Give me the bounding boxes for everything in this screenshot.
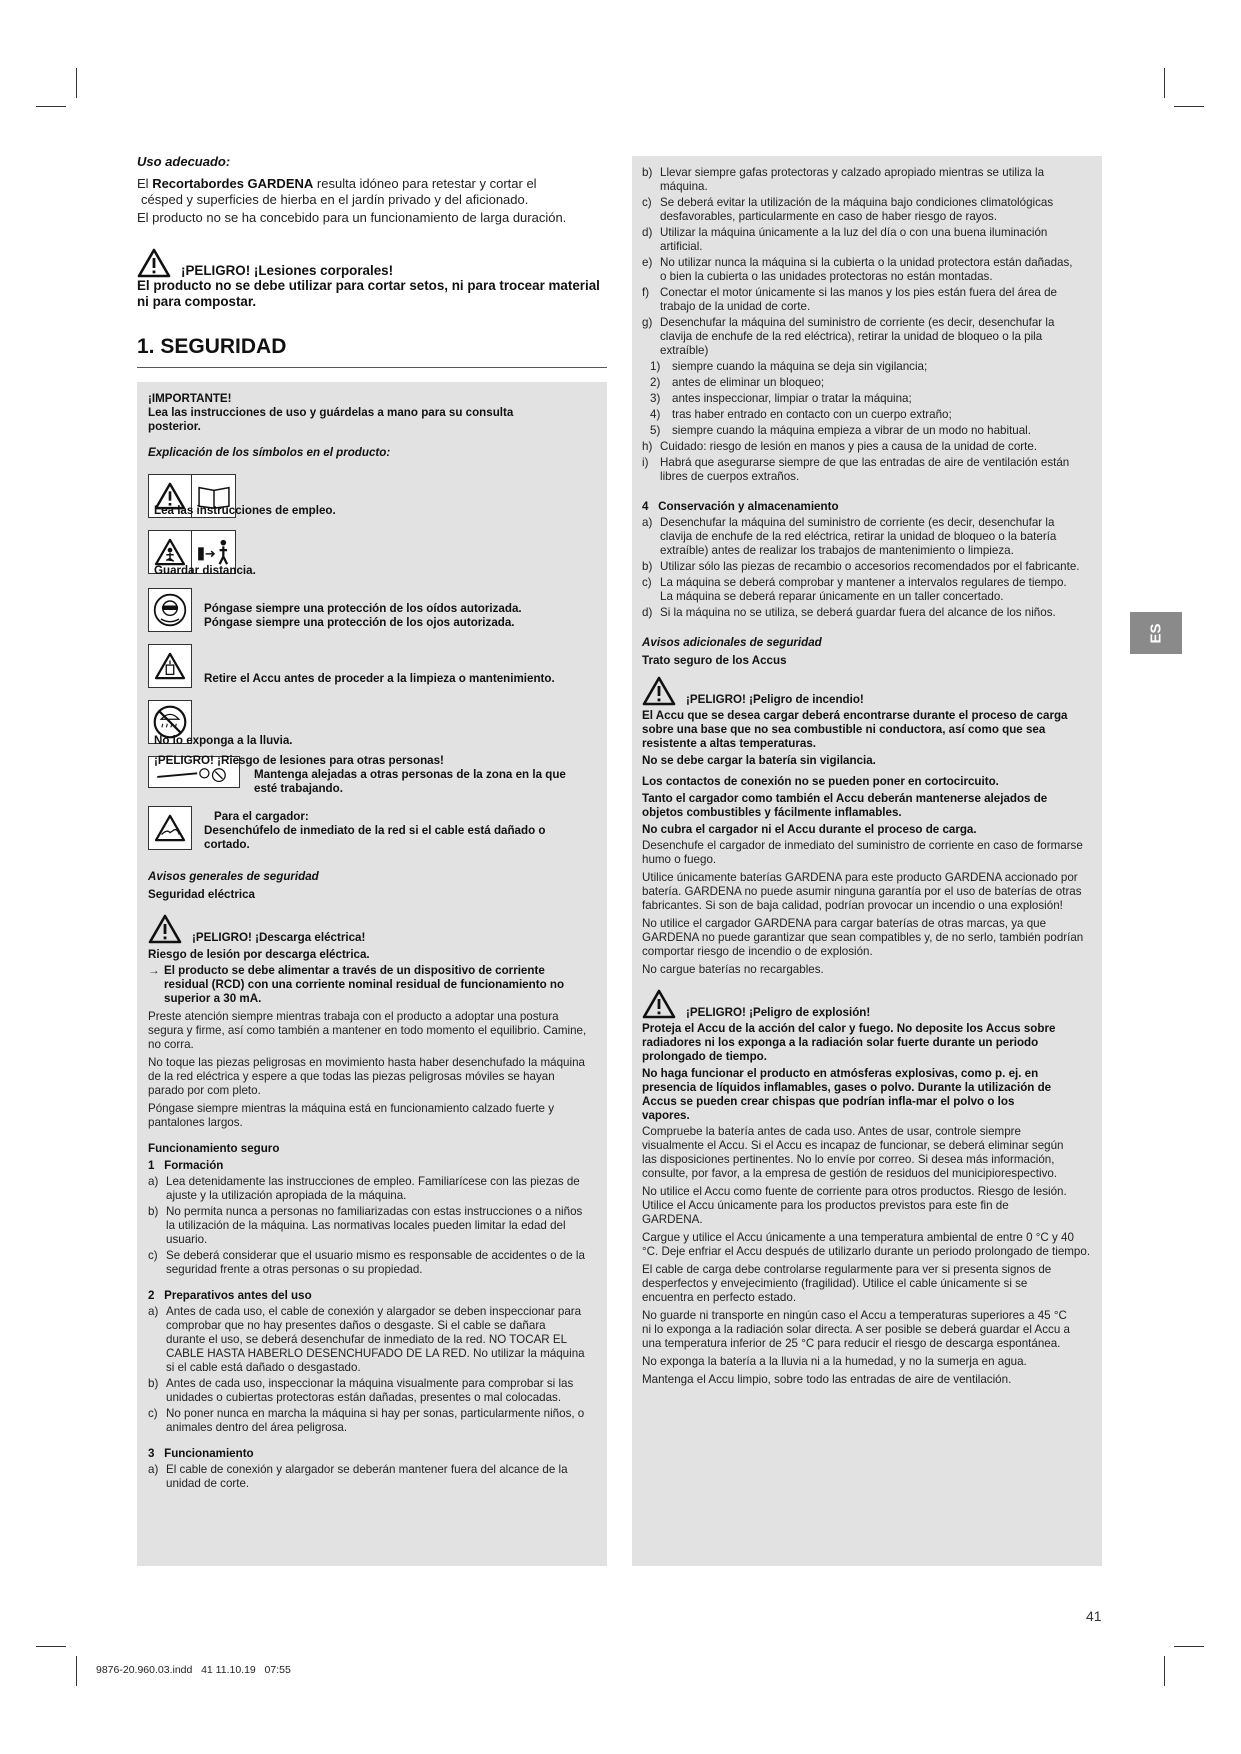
crop-mark	[76, 68, 77, 98]
section-title: 1. SEGURIDAD	[137, 335, 287, 358]
list-item-key: a)	[148, 1305, 159, 1318]
important-title: ¡IMPORTANTE!	[148, 392, 232, 405]
list-item-text: Desenchufar la máquina del suministro de corriente (es decir, desenchufar la clavija de enchufe de la red eléctrica, retirar la unidad de bloqueo o la batería extraíble) antes de realizar los trabajos de mantenimiento o limpieza.	[660, 516, 1057, 557]
explosion-paragraph-4: El cable de carga debe controlarse regularmente para ver si presenta signos de desperfectos y envejecimiento (fragilidad). Utilice el cable únicamente si se encuentra en perfecto estado.	[642, 1263, 1052, 1304]
list-item	[642, 560, 1092, 574]
symbol-eye-protection-label: Póngase siempre una protección de los ojos autorizada.	[204, 616, 515, 629]
operation-heading: 3 Funcionamiento	[148, 1447, 254, 1460]
list-item-text: Conectar el motor únicamente si las manos y los pies están fuera del área de trabajo de la unidad de corte.	[660, 286, 1057, 313]
other-persons-text: Mantenga alejadas a otras personas de la zona en la que esté trabajando.	[254, 768, 566, 795]
list-item-text: Antes de cada uso, inspeccionar la máquina visualmente para comprobar si las unidades o cubiertas protectoras están dañadas, presentes o mal colocadas.	[166, 1377, 574, 1404]
list-item	[642, 226, 1092, 254]
symbol-keep-distance-label: Guardar distancia.	[154, 564, 256, 577]
charger-text: Desenchúfelo de inmediato de la red si el cable está dañado o cortado.	[204, 824, 546, 851]
list-item-key: e)	[642, 256, 653, 269]
list-item-text: Se deberá considerar que el usuario mismo es responsable de accidentes o de la seguridad frente a otras personas o su propiedad.	[166, 1249, 585, 1276]
remove-battery-icon	[148, 644, 192, 688]
list-item-key: g)	[642, 316, 653, 329]
operation-items	[642, 166, 1092, 358]
list-item	[642, 576, 1092, 604]
operation-items-2	[642, 440, 1092, 484]
storage-heading: 4 Conservación y almacenamiento	[642, 500, 839, 513]
intro-line-1	[137, 176, 607, 192]
intro-prefix: El	[137, 176, 149, 191]
list-item-key: d)	[642, 226, 653, 239]
fire-bold-3: Los contactos de conexión no se pueden poner en cortocircuito.	[642, 775, 999, 788]
list-item	[148, 1175, 597, 1203]
crop-mark	[76, 1656, 77, 1686]
list-item	[148, 1305, 597, 1375]
list-item	[642, 440, 1092, 454]
operation-list	[148, 1463, 597, 1491]
warning-triangle-icon	[137, 248, 171, 278]
list-item-text: Si la máquina no se utiliza, se deberá guardar fuera del alcance de los niños.	[660, 606, 1056, 619]
list-item	[642, 316, 1092, 358]
list-item-key: 2)	[650, 376, 661, 389]
list-item	[642, 376, 1092, 390]
fire-paragraph-1: Desenchufe el cargador de inmediato del suministro de corriente en caso de formarse humo o fuego.	[642, 839, 1083, 866]
list-item-text: Cuidado: riesgo de lesión en manos y pies a causa de la unidad de corte.	[660, 440, 1038, 453]
section-rule	[137, 367, 607, 368]
list-item	[642, 606, 1092, 620]
safe-operation-heading: Funcionamiento seguro	[148, 1142, 280, 1155]
crop-mark	[36, 106, 66, 107]
crop-mark	[1174, 1646, 1204, 1647]
additional-safety-heading: Avisos adicionales de seguridad	[642, 636, 822, 649]
list-item	[148, 1249, 597, 1277]
danger-heading	[137, 248, 607, 278]
explosion-paragraph-6: No exponga la batería a la lluvia ni a la humedad, y no la sumerja en agua.	[642, 1355, 1027, 1368]
list-item-text: No poner nunca en marcha la máquina si hay per sonas, particularmente niños, o animales dentro del área peligrosa.	[166, 1407, 585, 1434]
list-item-text: antes inspeccionar, limpiar o tratar la máquina;	[672, 392, 912, 405]
list-item-key: c)	[148, 1249, 158, 1262]
warning-triangle-icon	[642, 676, 676, 706]
arrow-icon: →	[148, 964, 160, 977]
list-item	[642, 166, 1092, 194]
list-item-text: La máquina se deberá comprobar y mantener a intervalos regulares de tiempo. La máquina se deberá reparar únicamente en un taller concertado.	[660, 576, 1067, 603]
list-item-key: 4)	[650, 408, 661, 421]
damaged-cable-icon	[148, 806, 192, 850]
shock-heading	[148, 914, 597, 944]
right-safety-panel	[632, 156, 1102, 1566]
symbol-row-other-persons	[148, 756, 597, 804]
intro-rest: resulta idóneo para retestar y cortar el	[316, 176, 537, 191]
list-item-text: Desenchufar la máquina del suministro de corriente (es decir, desenchufar la clavija de enchufe de la red eléctrica), retirar la unidad de bloqueo o la pila extraíble)	[660, 316, 1055, 357]
explosion-paragraph-2: No utilice el Accu como fuente de corriente para otros productos. Riesgo de lesión. Utilice el Accu únicamente para los productos previstos para este fin de GARDENA.	[642, 1185, 1067, 1226]
fire-bold-5: No cubra el cargador ni el Accu durante el proceso de carga.	[642, 823, 977, 836]
list-item	[642, 360, 1092, 374]
symbol-ear-protection-label: Póngase siempre una protección de los oídos autorizada.	[204, 602, 522, 615]
list-item-key: c)	[148, 1407, 158, 1420]
list-item	[642, 516, 1092, 558]
shock-risk: Riesgo de lesión por descarga eléctrica.	[148, 948, 370, 961]
intro-line-2: césped y superficies de hierba en el jardín privado y del aficionado.	[141, 192, 529, 207]
list-item-key: h)	[642, 440, 653, 453]
list-item-key: b)	[642, 166, 653, 179]
list-item-key: a)	[148, 1463, 159, 1476]
page-number: 41	[1086, 1608, 1102, 1624]
print-footer: 9876-20.960.03.indd 41 11.10.19 07:55	[96, 1664, 291, 1676]
explosion-heading	[642, 989, 1092, 1019]
left-safety-panel	[137, 382, 607, 1566]
safety-paragraph-1: Preste atención siempre mientras trabaja con el producto a adoptar una postura segura y firme, así como también a mantener en todo momento el equilibrio. Camine, no corra.	[148, 1010, 587, 1051]
symbol-row-rain	[148, 700, 597, 750]
list-item-text: No permita nunca a personas no familiarizadas con estas instrucciones o a niños la utilización de la máquina. Las normativas locales pueden limitar la edad del usuario.	[166, 1205, 583, 1246]
safety-paragraph-3: Póngase siempre mientras la máquina está en funcionamiento calzado fuerte y pantalones largos.	[148, 1102, 555, 1129]
list-item-key: c)	[642, 576, 652, 589]
list-item-key: d)	[642, 606, 653, 619]
fire-heading	[642, 676, 1092, 706]
accus-heading: Trato seguro de los Accus	[642, 654, 787, 667]
list-item-text: Antes de cada uso, el cable de conexión y alargador se deben inspeccionar para comprobar que no hay presentes daños o desgaste. Si el cable se dañara durante el uso, se deberá desenchufar de inmediato de la red. NO TOCAR EL CABLE HASTA HABERLO DESENCHUFADO DE LA RED. No utilizar la máquina si el cable está dañado o desgastado.	[166, 1305, 585, 1374]
list-item-text: Utilizar la máquina únicamente a la luz del día o con una buena iluminación artificial.	[660, 226, 1048, 253]
explosion-title: ¡PELIGRO! ¡Peligro de explosión!	[686, 1006, 871, 1019]
rcd-text: El producto se debe alimentar a través de un dispositivo de corriente residual (RCD) con una corriente nominal residual de funcionamiento no superior a 30 mA.	[164, 964, 565, 1005]
shock-title: ¡PELIGRO! ¡Descarga eléctrica!	[192, 931, 366, 944]
fire-bold-2: No se debe cargar la batería sin vigilancia.	[642, 754, 876, 767]
list-item	[642, 256, 1092, 284]
preparation-heading: 2 Preparativos antes del uso	[148, 1289, 312, 1302]
fire-title: ¡PELIGRO! ¡Peligro de incendio!	[686, 693, 864, 706]
brand-name: Recortabordes GARDENA	[152, 176, 314, 191]
symbol-rain-label: No lo exponga a la lluvia.	[154, 734, 293, 747]
list-item	[642, 392, 1092, 406]
list-item	[148, 1463, 597, 1491]
list-item-key: 5)	[650, 424, 661, 437]
disconnect-conditions	[642, 360, 1092, 438]
list-item-text: Se deberá evitar la utilización de la máquina bajo condiciones climatológicas desfavorables, particularmente en caso de haber riesgo de rayos.	[660, 196, 1054, 223]
fire-paragraph-2: Utilice únicamente baterías GARDENA para este producto GARDENA accionado por batería. GARDENA no puede asumir ninguna garantía por el uso de baterías de otras fabricantes. Si son de baja calidad, podrían provocar un incendio o una explosión!	[642, 871, 1082, 912]
list-item	[148, 1205, 597, 1247]
safety-paragraph-2: No toque las piezas peligrosas en movimiento hasta haber desenchufado la máquina de la red eléctrica y espere a que todas las piezas peligrosas móviles se hayan parado por com pleto.	[148, 1056, 585, 1097]
rcd-requirement	[148, 964, 597, 1006]
symbol-row-read-manual	[148, 474, 597, 524]
explosion-paragraph-1: Compruebe la batería antes de cada uso. Antes de usar, controle siempre visualmente el Accu. Si el Accu es incapaz de funcionar, se deberá eliminar según las disposiciones pertinentes. No lo envíe por correo. Si desea más información, consulte, por favor, a la empresa de gestión de residuos del municipiorespectivo.	[642, 1125, 1064, 1180]
electric-safety-heading: Seguridad eléctrica	[148, 888, 255, 901]
list-item-text: Lea detenidamente las instrucciones de empleo. Familiarícese con las piezas de ajuste y la utilización apropiada de la máquina.	[166, 1175, 580, 1202]
list-item	[642, 424, 1092, 438]
list-item-text: No utilizar nunca la máquina si la cubierta o la unidad protectora están dañadas, o bien la cubierta o las unidades protectoras no están montadas.	[660, 256, 1073, 283]
symbols-heading: Explicación de los símbolos en el producto:	[148, 446, 391, 459]
list-item	[148, 1377, 597, 1405]
danger-text: El producto no se debe utilizar para cortar setos, ni para trocear material ni para compostar.	[137, 278, 600, 309]
list-item-text: tras haber entrado en contacto con un cuerpo extraño;	[672, 408, 952, 421]
intro-line-3: El producto no se ha concebido para un funcionamiento de larga duración.	[137, 210, 567, 225]
explosion-paragraph-7: Mantenga el Accu limpio, sobre todo las entradas de aire de ventilación.	[642, 1373, 1012, 1386]
ear-eye-protection-icon	[148, 588, 192, 632]
danger-title: ¡PELIGRO! ¡Lesiones corporales!	[181, 263, 394, 278]
crop-mark	[1164, 1656, 1165, 1686]
list-item-text: Habrá que asegurarse siempre de que las entradas de aire de ventilación están libres de cuerpos extraños.	[660, 456, 1070, 483]
symbol-row-protection	[148, 588, 597, 638]
symbol-remove-accu-label: Retire el Accu antes de proceder a la limpieza o mantenimiento.	[204, 672, 555, 685]
explosion-bold-1: Proteja el Accu de la acción del calor y fuego. No deposite los Accus sobre radiadores ni los exponga a la radiación solar fuerte durante un periodo prolongado de tiempo.	[642, 1022, 1056, 1063]
fire-bold-1: El Accu que se desea cargar deberá encontrarse durante el proceso de carga sobre una base que no sea combustible ni conductora, así como que sea resistente a altas temperaturas.	[642, 709, 1068, 750]
list-item-key: 1)	[650, 360, 661, 373]
list-item-key: i)	[642, 456, 649, 469]
language-tab	[1130, 612, 1182, 654]
list-item	[642, 286, 1092, 314]
important-text: Lea las instrucciones de uso y guárdelas a mano para su consulta posterior.	[148, 406, 514, 433]
explosion-paragraph-3: Cargue y utilice el Accu únicamente a una temperatura ambiental de entre 0 °C y 40 °C. Deje enfriar el Accu después de utilizarlo durante un periodo prolongado de tiempo.	[642, 1231, 1091, 1258]
charger-title: Para el cargador:	[214, 810, 309, 823]
list-item-key: a)	[148, 1175, 159, 1188]
training-heading: 1 Formación	[148, 1159, 224, 1172]
list-item	[642, 196, 1092, 224]
list-item-text: El cable de conexión y alargador se deberán mantener fuera del alcance de la unidad de corte.	[166, 1463, 568, 1490]
fire-paragraph-4: No cargue baterías no recargables.	[642, 963, 824, 976]
symbol-row-remove-accu	[148, 644, 597, 694]
fire-bold-4: Tanto el cargador como también el Accu deberán mantenerse alejados de objetos combustibles y fácilmente inflamables.	[642, 792, 1048, 819]
list-item	[642, 456, 1092, 484]
list-item-key: b)	[148, 1377, 159, 1390]
list-item-text: siempre cuando la máquina empieza a vibrar de un modo no habitual.	[672, 424, 1031, 437]
explosion-bold-2: No haga funcionar el producto en atmósferas explosivas, como p. ej. en presencia de líquidos inflamables, gases o polvo. Durante la utilización de Accus se pueden crear chispas que podrían infla-mar el polvo o los vapores.	[642, 1067, 1052, 1122]
list-item-key: b)	[148, 1205, 159, 1218]
symbol-read-manual-label: Lea las instrucciones de empleo.	[154, 504, 336, 517]
list-item-text: Utilizar sólo las piezas de recambio o accesorios recomendados por el fabricante.	[660, 560, 1080, 573]
intro-section	[137, 154, 607, 310]
list-item-key: b)	[642, 560, 653, 573]
symbol-row-charger	[148, 806, 597, 862]
list-item-text: siempre cuando la máquina se deja sin vigilancia;	[672, 360, 928, 373]
crop-mark	[1164, 68, 1165, 98]
crop-mark	[36, 1646, 66, 1647]
warning-triangle-icon	[148, 914, 182, 944]
crop-mark	[1174, 106, 1204, 107]
list-item-key: f)	[642, 286, 650, 299]
fire-paragraph-3: No utilice el cargador GARDENA para cargar baterías de otras marcas, ya que GARDENA no puede garantizar que sean compatibles y, de no serlo, también podrían comportar riesgo de incendio o de explosión.	[642, 917, 1084, 958]
list-item-text: Llevar siempre gafas protectoras y calzado apropiado mientras se utiliza la máquina.	[660, 166, 1045, 193]
list-item-key: a)	[642, 516, 653, 529]
other-persons-title: ¡PELIGRO! ¡Riesgo de lesiones para otras personas!	[154, 754, 444, 767]
intro-heading: Uso adecuado:	[137, 154, 231, 169]
storage-list	[642, 516, 1092, 620]
list-item-key: c)	[642, 196, 652, 209]
warning-triangle-icon	[642, 989, 676, 1019]
list-item	[148, 1407, 597, 1435]
preparation-list	[148, 1305, 597, 1435]
list-item-key: 3)	[650, 392, 661, 405]
general-safety-heading: Avisos generales de seguridad	[148, 870, 319, 883]
training-list	[148, 1175, 597, 1277]
symbol-row-keep-distance	[148, 530, 597, 582]
explosion-paragraph-5: No guarde ni transporte en ningún caso el Accu a temperaturas superiores a 45 °C ni lo exponga a la radiación solar directa. A ser posible se deberá guardar el Accu a una temperatura inferior de 25 °C para reducir el riesgo de descarga espontánea.	[642, 1309, 1070, 1350]
language-tab-label: ES	[1147, 622, 1165, 644]
list-item	[642, 408, 1092, 422]
list-item-text: antes de eliminar un bloqueo;	[672, 376, 825, 389]
